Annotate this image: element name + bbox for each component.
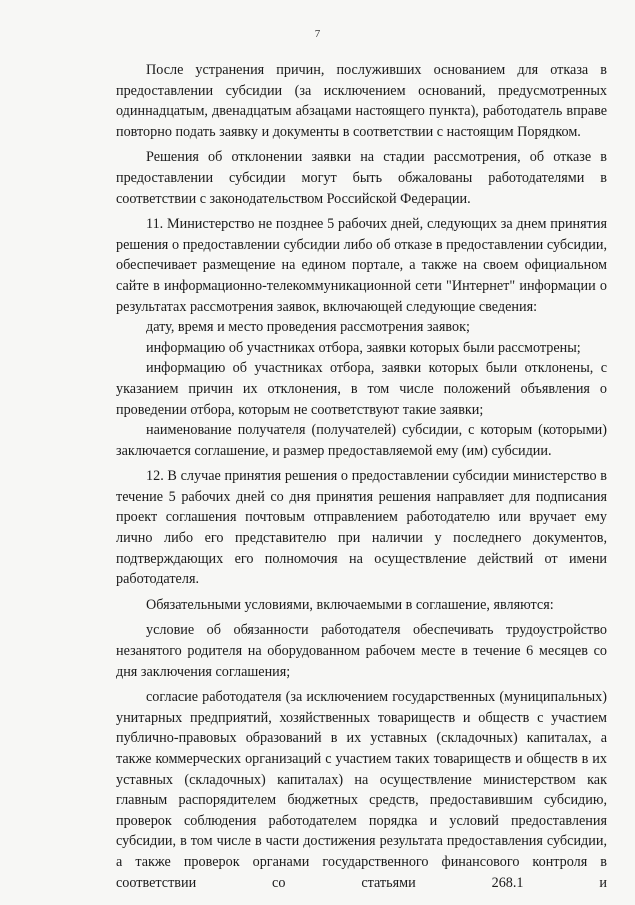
list-item: наименование получателя (получателей) субсидии, с которым (которыми) заключается соглашение, и размер предоставляемой ему (им) субсидии. [116, 422, 607, 459]
paragraph: После устранения причин, послуживших основанием для отказа в предоставлении субсидии (за исключением оснований, предусмотренных одиннадцатым, двенадцатым абзацами настоящего пункта), работодатель вправе повторно подать заявку и документы в соответствии с настоящим Порядком. [116, 62, 607, 140]
paragraph: 11. Министерство не позднее 5 рабочих дней, следующих за днем принятия решения о предоставлении субсидии либо об отказе в предоставлении субсидии, обеспечивает размещение на едином портале, а также на своем официальном сайте в информационно-телекоммуникационной сети "Интернет" информации о результатах рассмотрения заявок, включающей следующие сведения: [116, 216, 607, 315]
list-item: информацию об участниках отбора, заявки которых были рассмотрены; [146, 339, 581, 356]
page-number: 7 [314, 28, 321, 40]
list-item: согласие работодателя (за исключением государственных (муниципальных) унитарных предприятий, хозяйственных товариществ и обществ с участием публично-правовых образований в их уставных (складочных) капиталах, а также коммерческих организаций с участием таких товариществ и обществ в их уставных (складочных) капиталах) на осуществление министерством как главным распорядителем бюджетных средств, предоставившим субсидию, проверок соблюдения работодателем порядка и условий предоставления субсидии, в том числе в части достижения результата предоставления субсидии, а также проверок органами государственного финансового контроля в соответствии со статьями 268.1 и [116, 689, 607, 891]
list-item: дату, время и место проведения рассмотрения заявок; [146, 319, 470, 336]
paragraph: Обязательными условиями, включаемыми в соглашение, являются: [146, 596, 554, 613]
paragraph: 12. В случае принятия решения о предоставлении субсидии министерство в течение 5 рабочих дней со дня принятия решения направляет для подписания проект соглашения почтовым отправлением работодателю или вручает ему лично либо его представителю при наличии у последнего документов, подтверждающих его полномочия на осуществление действий от имени работодателя. [116, 468, 607, 588]
document-body [116, 60, 607, 893]
list-item: информацию об участниках отбора, заявки которых были отклонены, с указанием причин их отклонения, в том числе положений объявления о проведении отбора, которым не соответствуют такие заявки; [116, 360, 607, 418]
list-item: условие об обязанности работодателя обеспечивать трудоустройство незанятого родителя на оборудованном рабочем месте в течение 6 месяцев со дня заключения соглашения; [116, 622, 607, 680]
paragraph: Решения об отклонении заявки на стадии рассмотрения, об отказе в предоставлении субсидии могут быть обжалованы работодателями в соответствии с законодательством Российской Федерации. [116, 149, 607, 207]
